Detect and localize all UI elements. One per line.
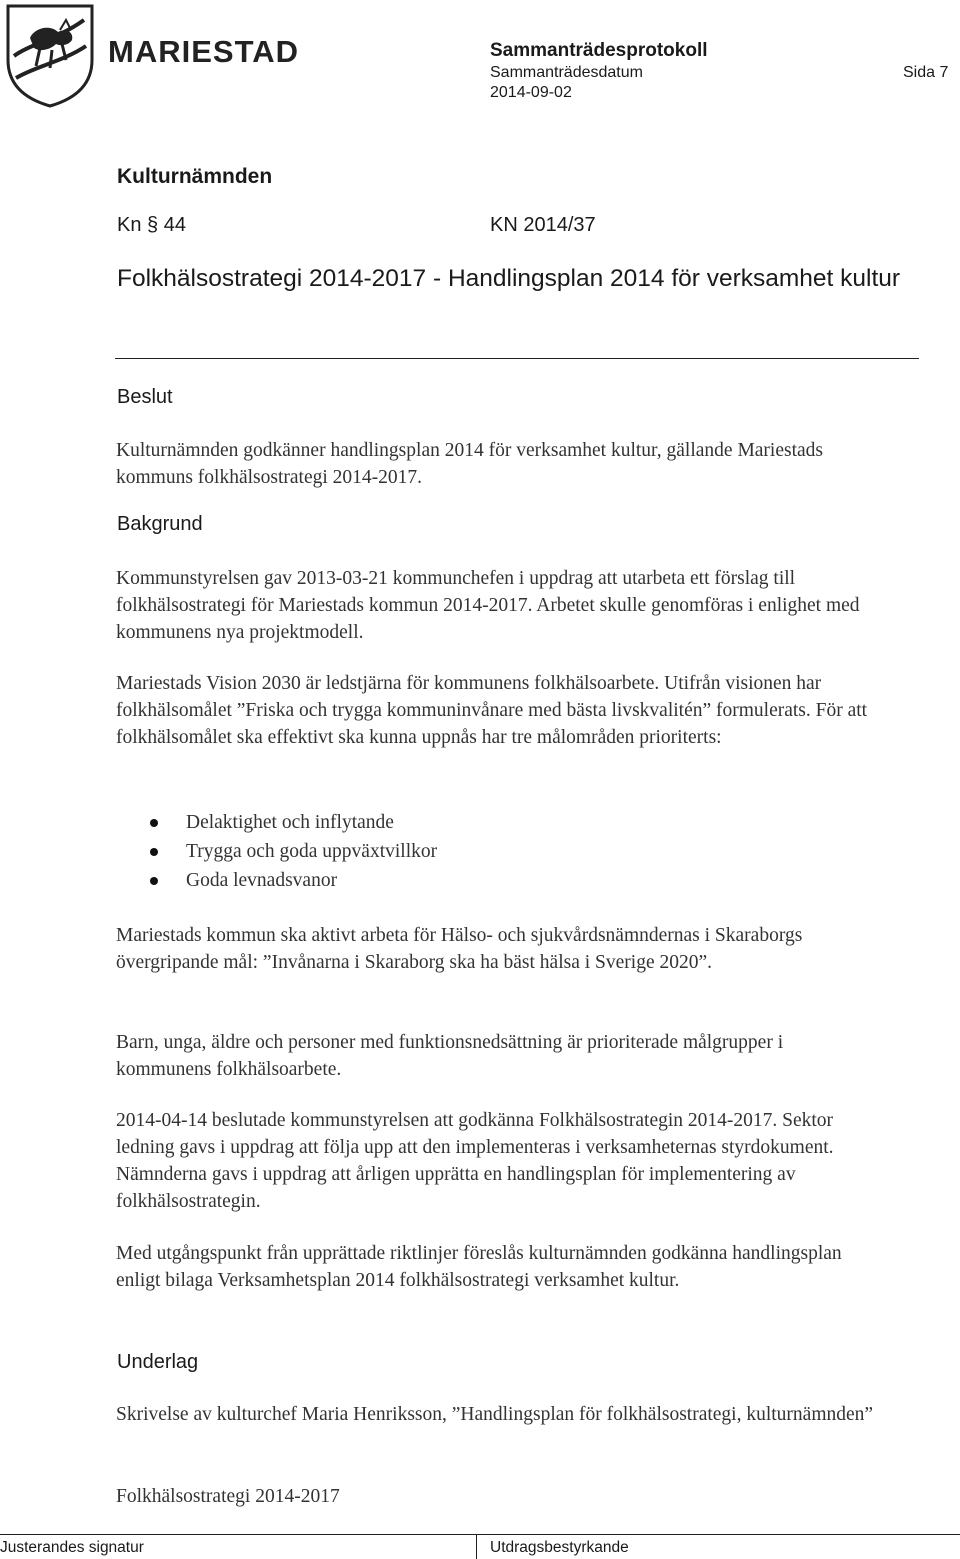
signature-label: Justerandes signatur <box>0 1539 144 1556</box>
background-paragraph: Med utgångspunkt från upprättade riktlinjer föreslås kulturnämnden godkänna handlingsplan enligt bilaga Verksamhetsplan 2014 folkhälsostrategi verksamhet kultur. <box>116 1243 842 1291</box>
logo-wordmark: MARIESTAD <box>108 34 299 69</box>
goal-text: Trygga och goda uppväxtvillkor <box>186 841 438 862</box>
case-reference: KN 2014/37 <box>490 214 596 236</box>
document-title: Sammanträdesprotokoll <box>490 40 708 61</box>
background-paragraph: 2014-04-14 beslutade kommunstyrelsen att godkänna Folkhälsostrategin 2014-2017. Sektor ledning gavs i uppdrag att följa upp att den implementeras i verksamheternas styrdokument. Nämnderna gavs i uppdrag att årligen upprätta en handlingsplan för implementering av folkhälsostrategin. <box>116 1110 834 1212</box>
list-item <box>150 837 750 866</box>
background-paragraph: Kommunstyrelsen gav 2013-03-21 kommunchefen i uppdrag att utarbeta ett förslag till folkhälsostrategi för Mariestads kommun 2014-2017. Arbetet skulle genomföras i enlighet med kommunens nya projektmodell. <box>116 568 860 643</box>
basis-heading: Underlag <box>117 1351 199 1373</box>
background-heading: Bakgrund <box>117 513 203 535</box>
meeting-date: 2014-09-02 <box>490 84 572 101</box>
priority-goals-list <box>150 808 750 895</box>
list-item <box>150 808 750 837</box>
goal-text: Goda levnadsvanor <box>186 870 338 891</box>
background-paragraph: Mariestads Vision 2030 är ledstjärna för kommunens folkhälsoarbete. Utifrån visionen har folkhälsomålet ”Friska och trygga kommuninvånare med bästa livskvalitén” formulerats. För att folkhälsomålet ska effektivt ska kunna uppnås har tre målområden prioriterts: <box>116 673 868 748</box>
page-number: Sida 7 <box>903 64 949 81</box>
case-title: Folkhälsostrategi 2014-2017 - Handlingsplan 2014 för verksamhet kultur <box>117 265 901 292</box>
bullet-icon <box>150 819 158 827</box>
decision-heading: Beslut <box>117 386 173 408</box>
extract-certification-label: Utdragsbestyrkande <box>490 1539 629 1556</box>
basis-text: Skrivelse av kulturchef Maria Henriksson, ”Handlingsplan för folkhälsostrategi, kulturnämnden” <box>116 1404 874 1425</box>
footer-column-divider <box>476 1534 477 1559</box>
basis-attachment: Folkhälsostrategi 2014-2017 <box>116 1486 340 1507</box>
bullet-icon <box>150 848 158 856</box>
meeting-date-label: Sammanträdesdatum <box>490 64 643 81</box>
list-item <box>150 866 750 895</box>
footer-divider <box>0 1534 960 1535</box>
committee-name: Kulturnämnden <box>117 165 273 188</box>
bullet-icon <box>150 877 158 885</box>
background-paragraph: Mariestads kommun ska aktivt arbeta för Hälso- och sjukvårdsnämndernas i Skaraborgs övergripande mål: ”Invånarna i Skaraborg ska ha bäst hälsa i Sverige 2020”. <box>116 925 803 973</box>
title-divider <box>115 358 919 359</box>
background-paragraph: Barn, unga, äldre och personer med funktionsnedsättning är prioriterade målgrupper i kommunens folkhälsoarbete. <box>116 1032 784 1080</box>
case-number: Kn § 44 <box>117 214 186 236</box>
goal-text: Delaktighet och inflytande <box>186 812 394 833</box>
decision-text: Kulturnämnden godkänner handlingsplan 2014 för verksamhet kultur, gällande Mariestads kommuns folkhälsostrategi 2014-2017. <box>116 440 823 488</box>
